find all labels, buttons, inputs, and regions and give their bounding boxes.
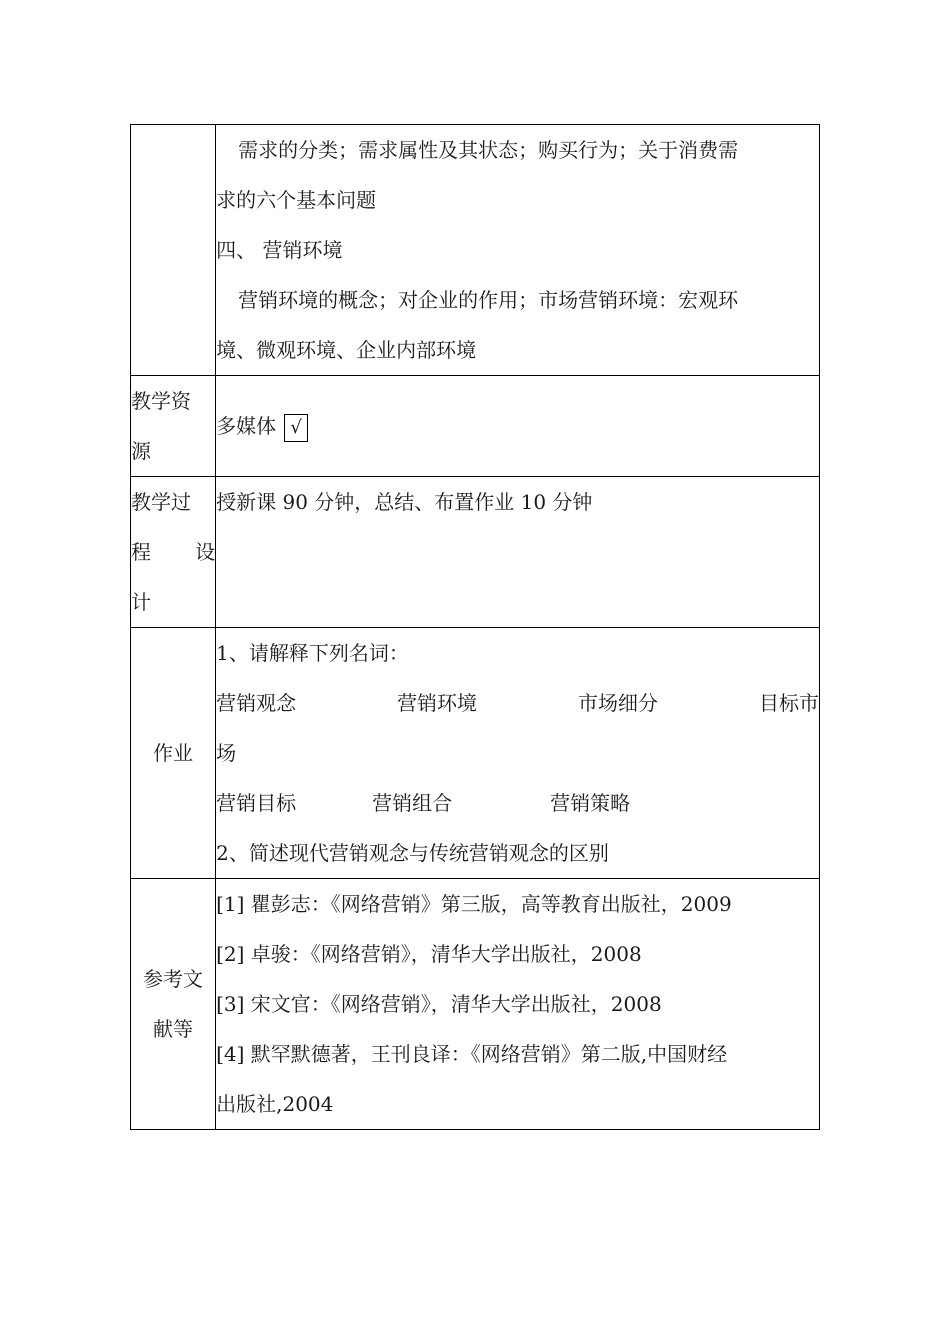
- reference-item: [4] 默罕默德著，王刊良译：《网络营销》第二版,中国财经: [216, 1042, 728, 1066]
- resources-label: [131, 376, 216, 477]
- process-label-line: 教学过: [131, 490, 191, 514]
- homework-term-wrap: 场: [216, 741, 237, 765]
- homework-line: 2、简述现代营销观念与传统营销观念的区别: [216, 841, 609, 865]
- homework-line: 1、请解释下列名词：: [216, 641, 409, 665]
- process-text: 授新课 90 分钟，总结、布置作业 10 分钟: [216, 490, 593, 514]
- homework-term: 营销策略: [550, 791, 631, 815]
- course-plan-table: [130, 124, 820, 1130]
- homework-body: [216, 628, 820, 879]
- resources-label-line: 教学资: [131, 389, 191, 413]
- homework-term: 营销观念: [216, 691, 297, 715]
- process-label-line: 计: [131, 590, 151, 614]
- checkmark-box: √: [284, 414, 308, 442]
- process-row: [131, 477, 820, 628]
- reference-item: 出版社,2004: [216, 1092, 334, 1116]
- homework-term: 营销环境: [397, 691, 478, 715]
- homework-terms-row: [216, 778, 819, 828]
- homework-term: 目标市: [758, 691, 819, 715]
- process-label-char: 设: [195, 540, 216, 564]
- content-line: 需求的分类；需求属性及其状态；购买行为；关于消费需: [238, 138, 739, 162]
- content-line: 四、 营销环境: [216, 238, 343, 262]
- reference-item: [3] 宋文官：《网络营销》，清华大学出版社，2008: [216, 992, 662, 1016]
- references-body: [216, 879, 820, 1130]
- process-body: [216, 477, 820, 628]
- references-row: [131, 879, 820, 1130]
- references-label: [131, 879, 216, 1130]
- process-label-line: [131, 527, 215, 577]
- process-label-char: 程: [131, 540, 151, 564]
- content-line: 求的六个基本问题: [216, 188, 377, 212]
- content-row: [131, 125, 820, 376]
- homework-label: 作业: [131, 628, 216, 879]
- content-row-label: [131, 125, 216, 376]
- references-label-line: 参考文: [143, 967, 204, 991]
- reference-item: [1] 瞿彭志：《网络营销》第三版，高等教育出版社，2009: [216, 892, 732, 916]
- homework-term: 市场细分: [578, 691, 659, 715]
- reference-item: [2] 卓骏：《网络营销》，清华大学出版社，2008: [216, 942, 642, 966]
- homework-row: [131, 628, 820, 879]
- homework-term: 营销目标: [216, 791, 297, 815]
- content-row-body: [216, 125, 820, 376]
- resources-text: 多媒体: [216, 414, 277, 438]
- references-label-line: 献等: [153, 1017, 194, 1041]
- content-line: 营销环境的概念；对企业的作用；市场营销环境：宏观环: [238, 288, 739, 312]
- content-line: 境、微观环境、企业内部环境: [216, 338, 477, 362]
- homework-terms-row: [216, 678, 819, 728]
- resources-label-line: 源: [131, 439, 151, 463]
- resources-row: [131, 376, 820, 477]
- resources-body: [216, 376, 820, 477]
- homework-term: 营销组合: [372, 791, 453, 815]
- process-label: [131, 477, 216, 628]
